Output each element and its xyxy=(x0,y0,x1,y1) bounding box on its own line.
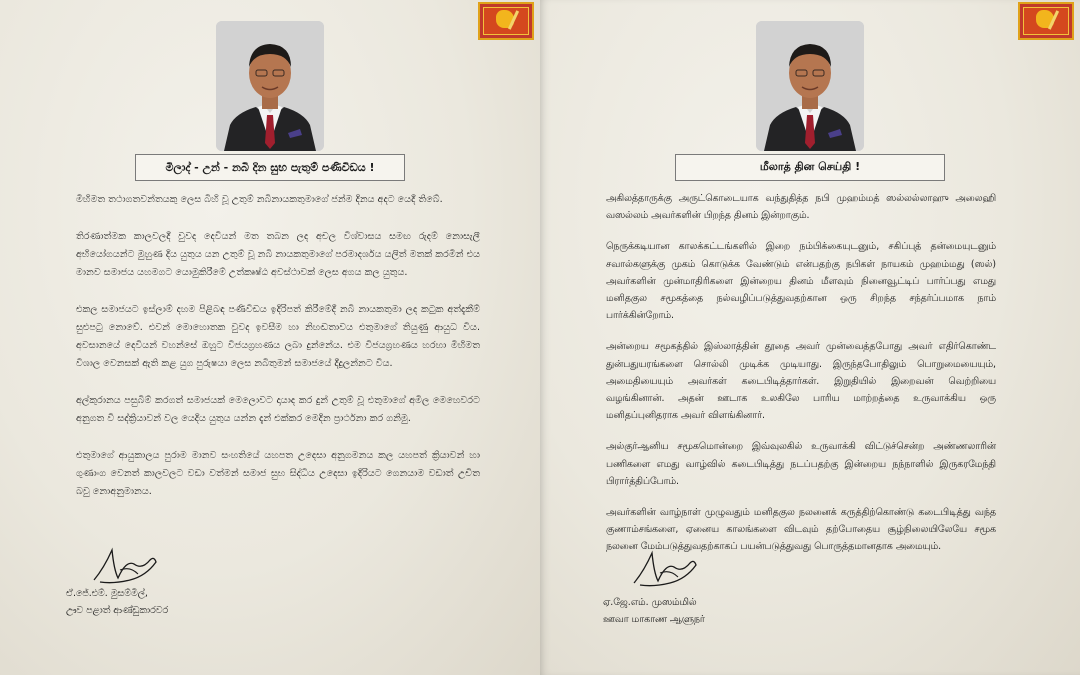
signatory-name: ඒ.ජේ.එම්. මුසම්මිල්, xyxy=(66,588,148,599)
signatory-block xyxy=(66,585,168,619)
page-title: මිලාද් - උන් - නබි දින සුභ පැතුම් පණිවිඩය ! xyxy=(135,154,405,181)
handwritten-signature xyxy=(90,540,160,588)
paragraph: අල්කුරානය පසුබිම් කරගත් සමාජයක් මෙලොවට දායාද කර දුන් උතුම් වූ එතුමාගේ අමිල මෙහෙවරට අනුගත වී සද්ක්‍රියාවන් වල යෙදිය යුතුය යන්න දැන් එක්කර මෙදින ප්‍රාර්ථනා කර ගනිමු. xyxy=(76,395,480,424)
paragraph: அவர்களின் வாழ்நாள் முழுவதும் மனிதகுல நலனைக் கருத்திற்கொண்டு கடைபிடித்து வந்த குணாம்சங்களை, ஏனைய காலங்களை விடவும் தற்போதைய சூழ்நிலையிலேயே சமூக நலனை மேம்படுத்துவதற்காகப் பயன்படுத்துவது பொருத்தமானதாக அமையும். xyxy=(606,507,996,553)
governor-portrait xyxy=(756,21,864,151)
tamil-message-page xyxy=(540,0,1080,675)
paragraph: அன்றைய சமூகத்தில் இஸ்லாத்தின் தூதை அவர் முன்வைத்தபோது அவர் எதிர்கொண்ட துன்பதுயரங்களை சொல்லி முடிக்க முடியாது. இருந்தபோதிலும் பொறுமையையும், அமைதியையும் அவர்கள் கடைபிடித்தார்கள். இறுதியில் இறைவன் வெற்றியை வழங்கினான். அதன் ஊடாக உலகிலே பாரிய மாற்றத்தை உருவாக்கிய ஒரு மனிதப்புனிதராக அவர் விளங்கினார். xyxy=(606,341,996,422)
paragraph: அகிலத்தாருக்கு அருட்கொடையாக வந்துதித்த நபி முஹம்மத் ஸல்லல்லாஹு அலைஹி வஸல்லம் அவர்களின் பிறந்த தினம் இன்றாகும். xyxy=(606,193,996,222)
paragraph: එතුමාගේ ආයුකාලය පුරාම මානව සංහතියේ යහපත උදෙසා අනුගමනය කල යහපත් ක්‍රියාවන් හා ගුණාංග වෙනත් කාලවලට වඩා වත්මන් සමාජ සුභ සිද්ධිය උදෙසා ඉදිරියට ගෙනයාම වඩාත් උචිත බවු නොඅනුමානය. xyxy=(76,450,480,497)
paragraph: තිරණාත්මක කාලවලදී වුවද දෙවියන් මත තබන ලද අචල විශ්වාසය සමඟ රුදම් නොසැලී අභියෝගයන්ට මුහුණ දිය යුතුය යන උතුම් වූ නබි නායකතුමාගේ පරමාදර්ශය යලිත් මතක් කරමින් එය මානව සමාජය යහමගට යොමුකිරීමේ උත්කෘෂ්ඨ අවස්ථාවක් ලෙස අගය කල යුතුය. xyxy=(76,231,480,278)
paragraph: அல்குர்ஆனிய சமூகமொன்றை இவ்வுலகில் உருவாக்கி விட்டுச்சென்ற அண்ணலாரின் பணிகளை எமது வாழ்வில் கடைபிடித்து நடப்பதற்கு இன்றைய நந்நாளில் இருகரமேந்தி பிரார்த்திப்போம். xyxy=(606,441,996,487)
page-title: மீலாத் தின செய்தி ! xyxy=(675,154,945,181)
handwritten-signature xyxy=(630,543,700,591)
paragraph: நெருக்கடியான காலக்கட்டங்களில் இறை நம்பிக்கையுடனும், சகிப்புத் தன்மையுடனும் சவால்களுக்கு முகம் கொடுக்க வேண்டும் என்பதற்கு நபிகள் நாயகம் முஹம்மது (ஸல்) அவர்களின் முன்மாதிரிகளை இன்றைய தினம் மீளவும் நினைவூட்டிப் பார்ப்பது எமது மனிதகுல சமூகத்தை நல்வழிப்படுத்துவதற்கான ஒரு சிறந்த சந்தர்ப்பமாக நாம் பார்க்கின்றோம். xyxy=(606,241,996,322)
paragraph: මිහිමත තථාගතවන්තයකු ලෙස බිහි වූ උතුම් නබිනායකතුමාගේ ජන්ම දිනය අදට යෙදී තිබේ. xyxy=(76,194,443,205)
paragraph: එකල සමාජයට ඉස්ලාම් දහම පිළිබඳ පණිවිඩය ඉදිරිපත් කිරීමේදී නබි නායකතුමා ලද කටුක අත්දැකීම් සුළුපටු නොවේ. එවන් මොහොතක වුවද ඉවසීම හා නිහඬතාවය එතුමාගේ තියුණු ආයුධ විය. අවසානයේ දෙවියන් වහන්සේ ඔහුට විජයග්‍රහණය ලබා දුන්නේය. එම විජයග්‍රහණය හරහා මිහිමත විශාල වෙනසක් ඇති කළ යුග පුරුෂයා ලෙස නබිතුමන් සමාජයේ දීදුලන්නට විය. xyxy=(76,304,480,369)
signatory-name: ஏ.ஜே.எம். முஸம்மில் xyxy=(603,597,697,608)
message-body xyxy=(606,190,996,570)
lion-flag-emblem-icon xyxy=(1018,2,1074,40)
signatory-block xyxy=(603,594,705,628)
message-body xyxy=(76,191,480,520)
signatory-title: ஊவா மாகாண ஆளுநர் xyxy=(603,614,705,625)
signatory-title: ඌව පළාත් ආණ්ඩුකාරවර xyxy=(66,605,169,616)
lion-flag-emblem-icon xyxy=(478,2,534,40)
governor-portrait xyxy=(216,21,324,151)
